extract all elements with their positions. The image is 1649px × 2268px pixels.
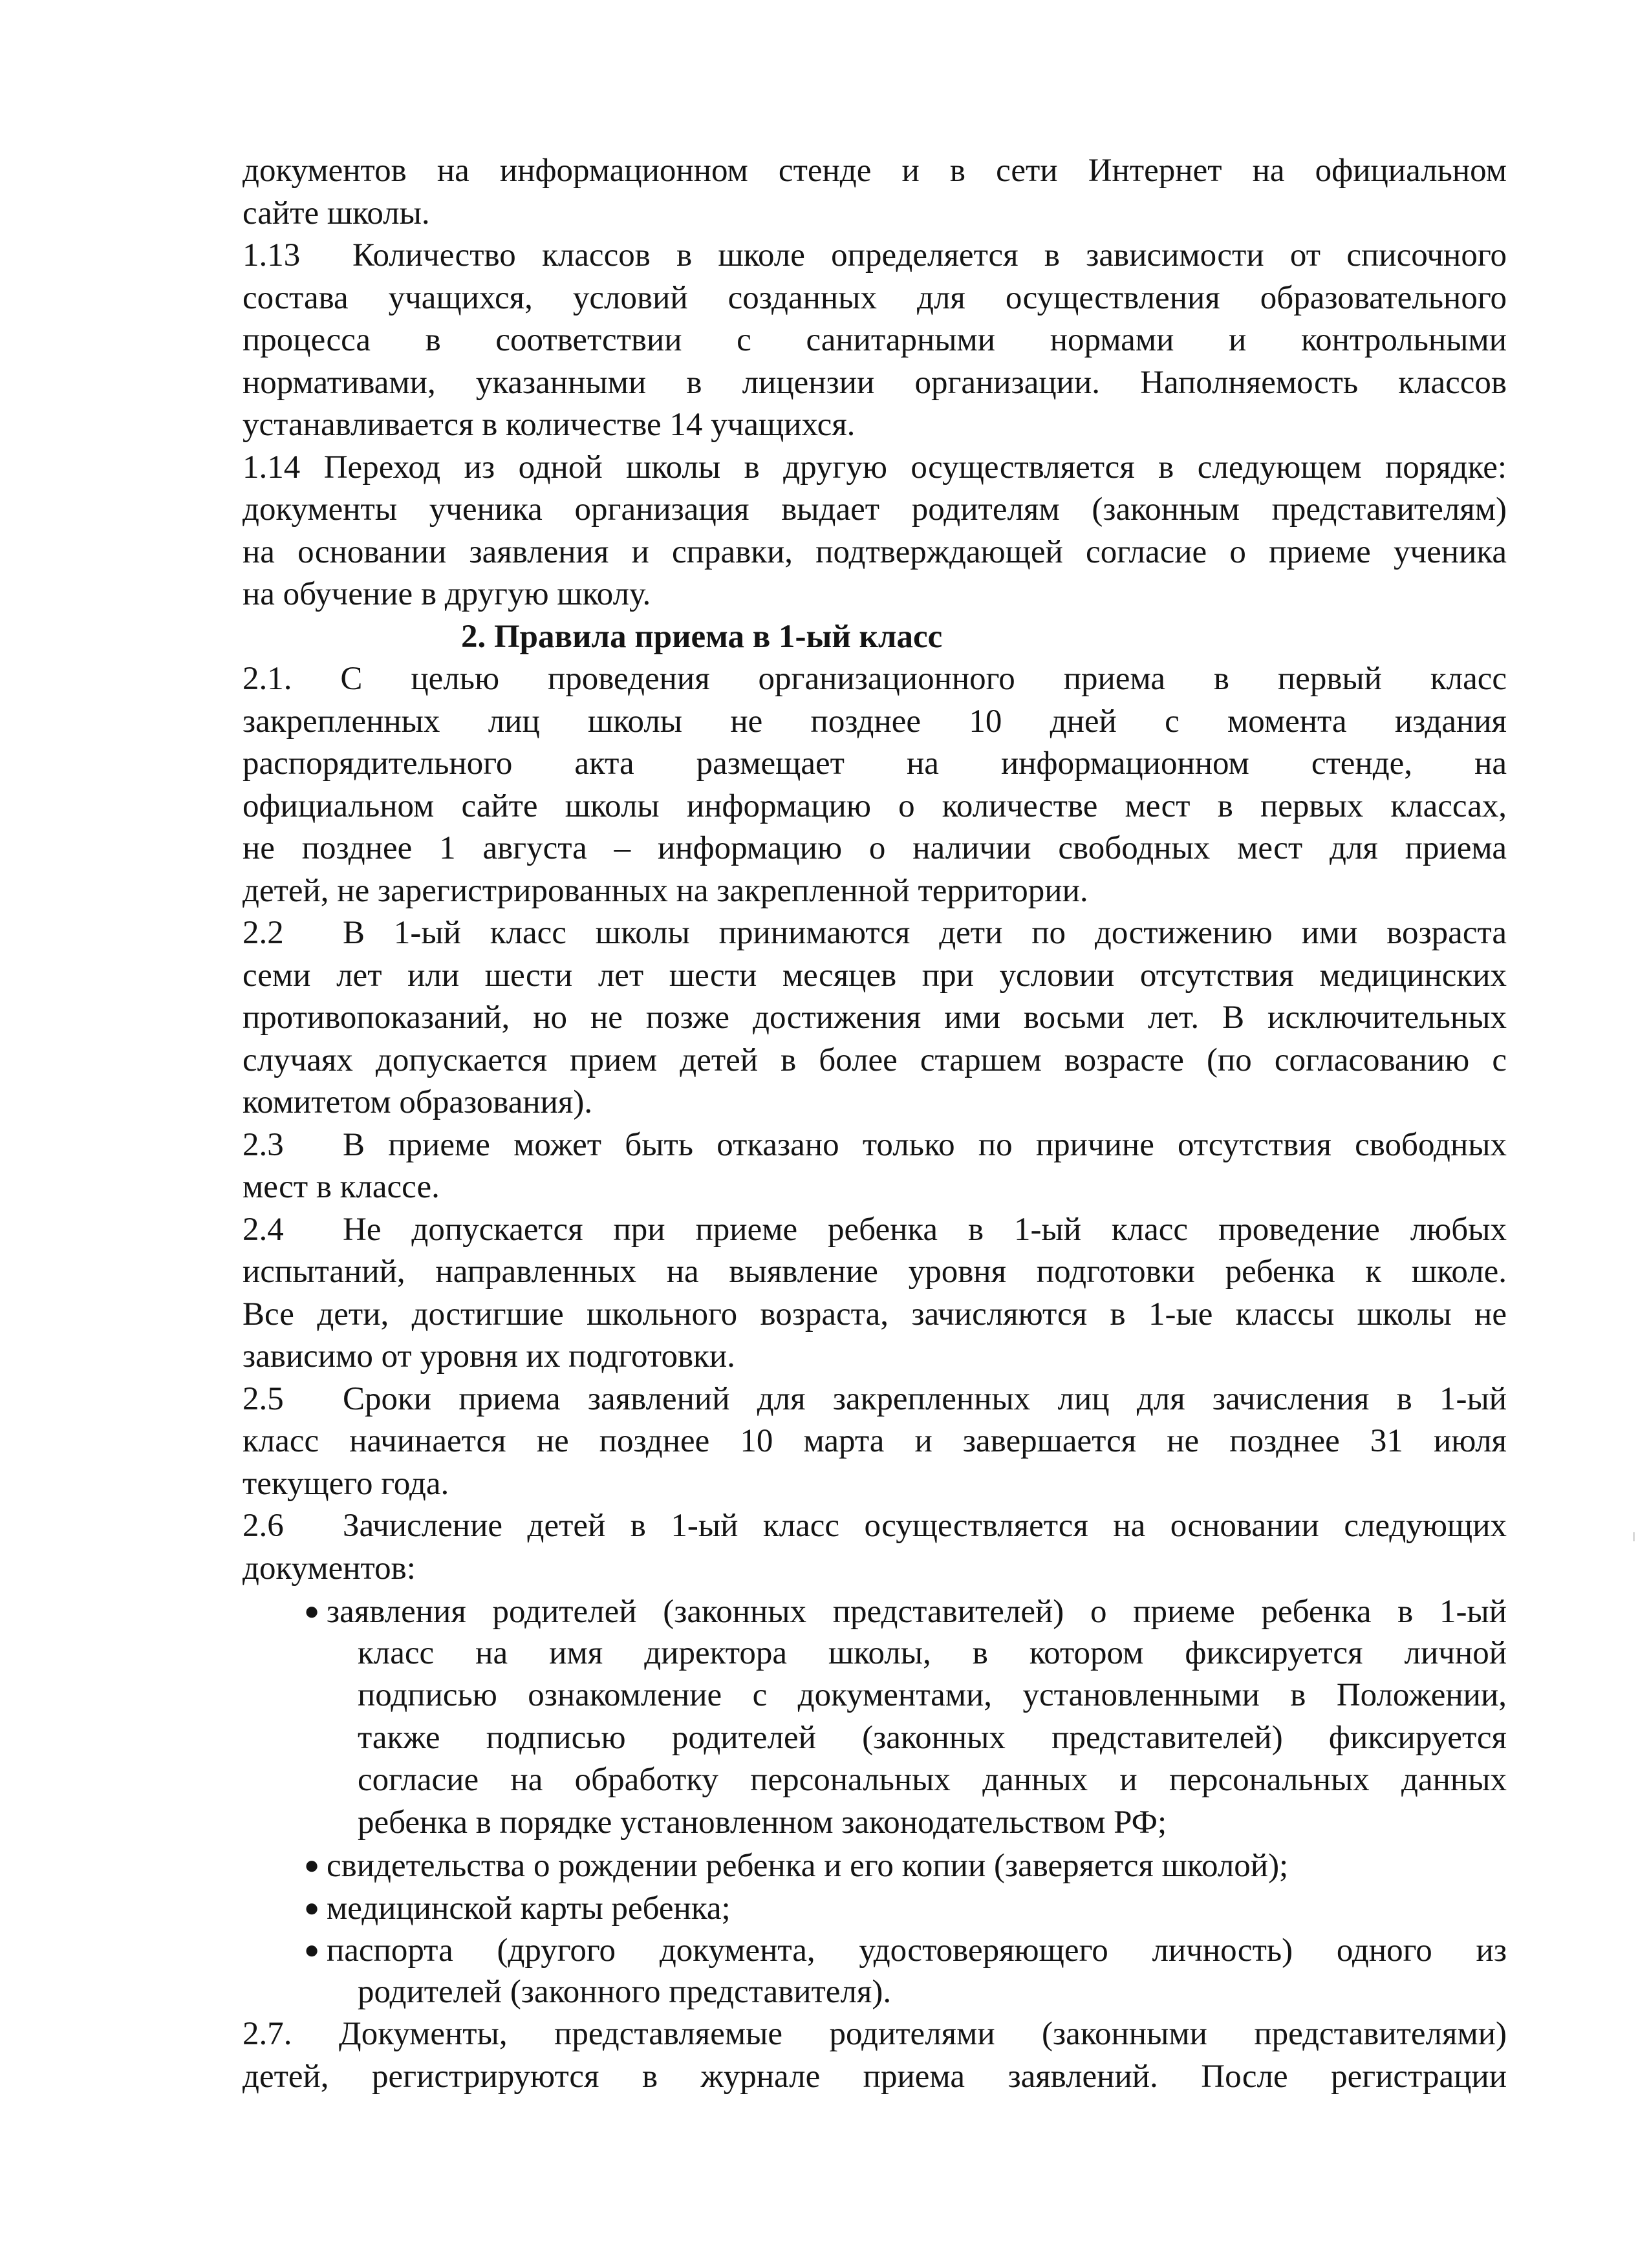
text-line: свидетельства о рождении ребенка и его копии (заверяется школой); [327, 1848, 1289, 1884]
text-line: 1.14 Переход из одной школы в другую осуществляется в следующем порядке: [242, 449, 1507, 486]
text-line: распорядительного акта размещает на информационном стенде, на [242, 745, 1507, 782]
list-item [242, 1887, 1507, 1929]
text-line: состава учащихся, условий созданных для осуществления образовательного [242, 279, 1507, 316]
text-line: 2.1. С целью проведения организационного приема в первый класс [242, 661, 1507, 697]
text-line: класс на имя директора школы, в котором фиксируется личной [358, 1634, 1507, 1671]
paragraph-2-2-line-1 [242, 912, 1507, 955]
list-item [242, 1844, 1507, 1887]
text-line: мест в классе. [242, 1169, 440, 1205]
text-line: класс начинается не позднее 10 марта и завершается не позднее 31 июля [242, 1423, 1507, 1459]
item-number: 1.13 [242, 237, 301, 273]
paragraph-2-5-line-1 [242, 1378, 1507, 1421]
item-number: 2.2 [242, 915, 284, 951]
item-number: 2.5 [242, 1380, 284, 1417]
scan-artifact [1633, 1532, 1635, 1541]
document-page [242, 150, 1507, 2098]
text-line: документов: [242, 1550, 416, 1587]
text-line: устанавливается в количестве 14 учащихся. [242, 407, 856, 443]
item-number: 2.3 [242, 1126, 284, 1163]
text-line: на основании заявления и справки, подтверждающей согласие о приеме ученика [242, 533, 1507, 570]
text-line: текущего года. [242, 1465, 449, 1502]
text-line: В приеме может быть отказано только по причине отсутствия свободных [343, 1126, 1507, 1163]
text-line: документов на информационном стенде и в сети Интернет на официальном [242, 153, 1507, 189]
text-line: противопоказаний, но не позже достижения ими восьми лет. В исключительных [242, 1000, 1507, 1036]
text-line: закрепленных лиц школы не позднее 10 дней с момента издания [242, 703, 1507, 740]
text-line: медицинской карты ребенка; [327, 1890, 731, 1927]
text-line: испытаний, направленных на выявление уровня подготовки ребенка к школе. [242, 1254, 1507, 1290]
text-line: семи лет или шести лет шести месяцев при условии отсутствия медицинских [242, 957, 1507, 994]
text-line: Количество классов в школе определяется в зависимости от списочного [352, 237, 1507, 273]
text-line: зависимо от уровня их подготовки. [242, 1338, 735, 1375]
text-line: комитетом образования). [242, 1084, 593, 1120]
bullet-icon: ● [304, 1892, 320, 1922]
list-item [242, 1590, 1507, 1632]
bullet-icon: ● [304, 1596, 320, 1625]
text-line: детей, не зарегистрированных на закрепленной территории. [242, 872, 1088, 909]
text-line: официальном сайте школы информацию о количестве мест в первых классах, [242, 787, 1507, 824]
section-heading: 2. Правила приема в 1-ый класс [461, 618, 943, 655]
text-line: согласие на обработку персональных данных и персональных данных [358, 1762, 1507, 1798]
text-line: сайте школы. [242, 195, 430, 231]
list-item [242, 1929, 1507, 1971]
text-line: 2.7. Документы, представляемые родителями (законными представителями) [242, 2016, 1507, 2052]
text-line: родителей (законного представителя). [358, 1973, 892, 2010]
text-line: Не допускается при приеме ребенка в 1-ый класс проведение любых [343, 1211, 1507, 1248]
text-line: Зачисление детей в 1-ый класс осуществляется на основании следующих [343, 1508, 1507, 1544]
bullet-icon: ● [304, 1935, 320, 1964]
text-line: на обучение в другую школу. [242, 576, 651, 612]
text-line: ребенка в порядке установленном законодательством РФ; [358, 1804, 1167, 1841]
text-line: заявления родителей (законных представителей) о приеме ребенка в 1-ый [327, 1594, 1507, 1630]
text-line: В 1-ый класс школы принимаются дети по достижению ими возраста [343, 915, 1507, 951]
text-line: детей, регистрируются в журнале приема заявлений. После регистрации [242, 2058, 1507, 2095]
text-line: процесса в соответствии с санитарными нормами и контрольными [242, 322, 1507, 358]
text-line: документы ученика организация выдает родителям (законным представителям) [242, 491, 1507, 528]
text-line: паспорта (другого документа, удостоверяющего личность) одного из [327, 1932, 1507, 1969]
paragraph-2-4-line-1 [242, 1209, 1507, 1252]
text-line: случаях допускается прием детей в более старшем возрасте (по согласованию с [242, 1042, 1507, 1078]
item-number: 2.4 [242, 1211, 284, 1248]
text-line: также подписью родителей (законных представителей) фиксируется [358, 1719, 1507, 1756]
paragraph-2-6-line-1 [242, 1505, 1507, 1548]
bullet-icon: ● [304, 1850, 320, 1879]
text-line: не позднее 1 августа – информацию о наличии свободных мест для приема [242, 830, 1507, 866]
text-line: Все дети, достигшие школьного возраста, зачисляются в 1-ые классы школы не [242, 1296, 1507, 1332]
item-number: 2.6 [242, 1508, 284, 1544]
paragraph-1-13-line-1 [242, 235, 1507, 277]
text-line: Сроки приема заявлений для закрепленных лиц для зачисления в 1-ый [343, 1380, 1507, 1417]
text-line: подписью ознакомление с документами, установленными в Положении, [358, 1677, 1507, 1713]
text-line: нормативами, указанными в лицензии организации. Наполняемость классов [242, 364, 1507, 401]
paragraph-2-3-line-1 [242, 1124, 1507, 1167]
